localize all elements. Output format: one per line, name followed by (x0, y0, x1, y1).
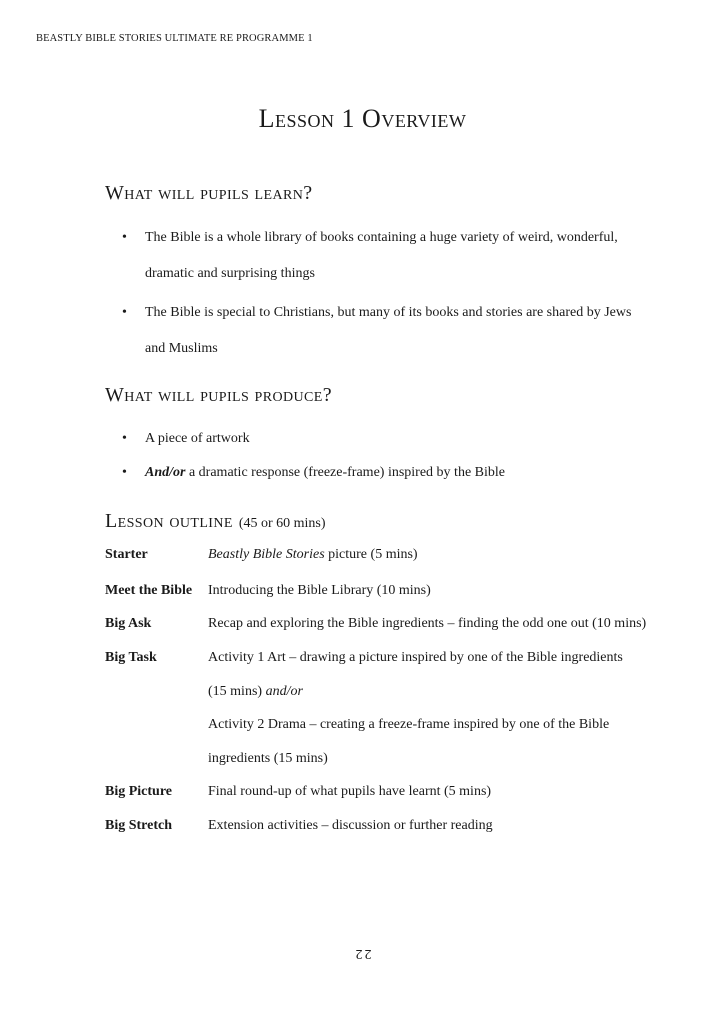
learn-bullet-1-line-2: dramatic and surprising things (145, 266, 315, 281)
outline-row-label: Starter (105, 547, 148, 562)
bullet-dot-icon: • (122, 305, 127, 320)
outline-duration: (45 or 60 mins) (238, 516, 326, 531)
outline-row-text: Recap and exploring the Bible ingredients – finding the odd one out (10 mins) (208, 616, 647, 631)
outline-heading (105, 510, 326, 533)
produce-bullet-2-emphasis: And/or (145, 465, 186, 480)
outline-row-text: Introducing the Bible Library (10 mins) (208, 583, 431, 598)
bullet-dot-icon: • (122, 465, 127, 480)
outline-row-label: Big Task (105, 650, 157, 665)
page-number: 22 (353, 946, 372, 961)
outline-row-emphasis: Beastly Bible Stories (208, 547, 325, 562)
produce-heading: What will pupils produce? (105, 384, 332, 406)
page-title: Lesson 1 Overview (258, 104, 467, 133)
produce-bullet-1-text: A piece of artwork (145, 431, 250, 446)
outline-row-text-3: Activity 2 Drama – creating a freeze-frame inspired by one of the Bible (208, 717, 610, 732)
learn-bullet-1-line-1: The Bible is a whole library of books containing a huge variety of weird, wonderful, (145, 230, 618, 245)
bullet-dot-icon: • (122, 230, 127, 245)
produce-bullet-2-text: a dramatic response (freeze-frame) inspired by the Bible (185, 465, 505, 480)
outline-row-text-4: ingredients (15 mins) (208, 751, 328, 766)
learn-heading: What will pupils learn? (105, 182, 313, 204)
outline-row-text-2: (15 mins) (208, 684, 266, 699)
running-head: BEASTLY BIBLE STORIES ULTIMATE RE PROGRAMME 1 (36, 33, 313, 44)
outline-row-text: Final round-up of what pupils have learnt (5 mins) (208, 784, 492, 799)
outline-row-text: Extension activities – discussion or further reading (208, 818, 493, 833)
outline-row-emphasis: and/or (265, 684, 303, 699)
learn-bullet-2-line-1: The Bible is special to Christians, but many of its books and stories are shared by Jews (145, 305, 632, 320)
outline-row-text: picture (5 mins) (324, 547, 418, 562)
outline-row-label: Big Stretch (105, 818, 173, 833)
outline-row-label: Meet the Bible (105, 583, 193, 598)
bullet-dot-icon: • (122, 431, 127, 446)
outline-row-label: Big Ask (105, 616, 152, 631)
outline-row-text: Activity 1 Art – drawing a picture inspired by one of the Bible ingredients (208, 650, 623, 665)
learn-bullet-2-line-2: and Muslims (145, 341, 218, 356)
outline-row-label: Big Picture (105, 784, 173, 799)
outline-heading-text: Lesson outline (105, 510, 233, 532)
